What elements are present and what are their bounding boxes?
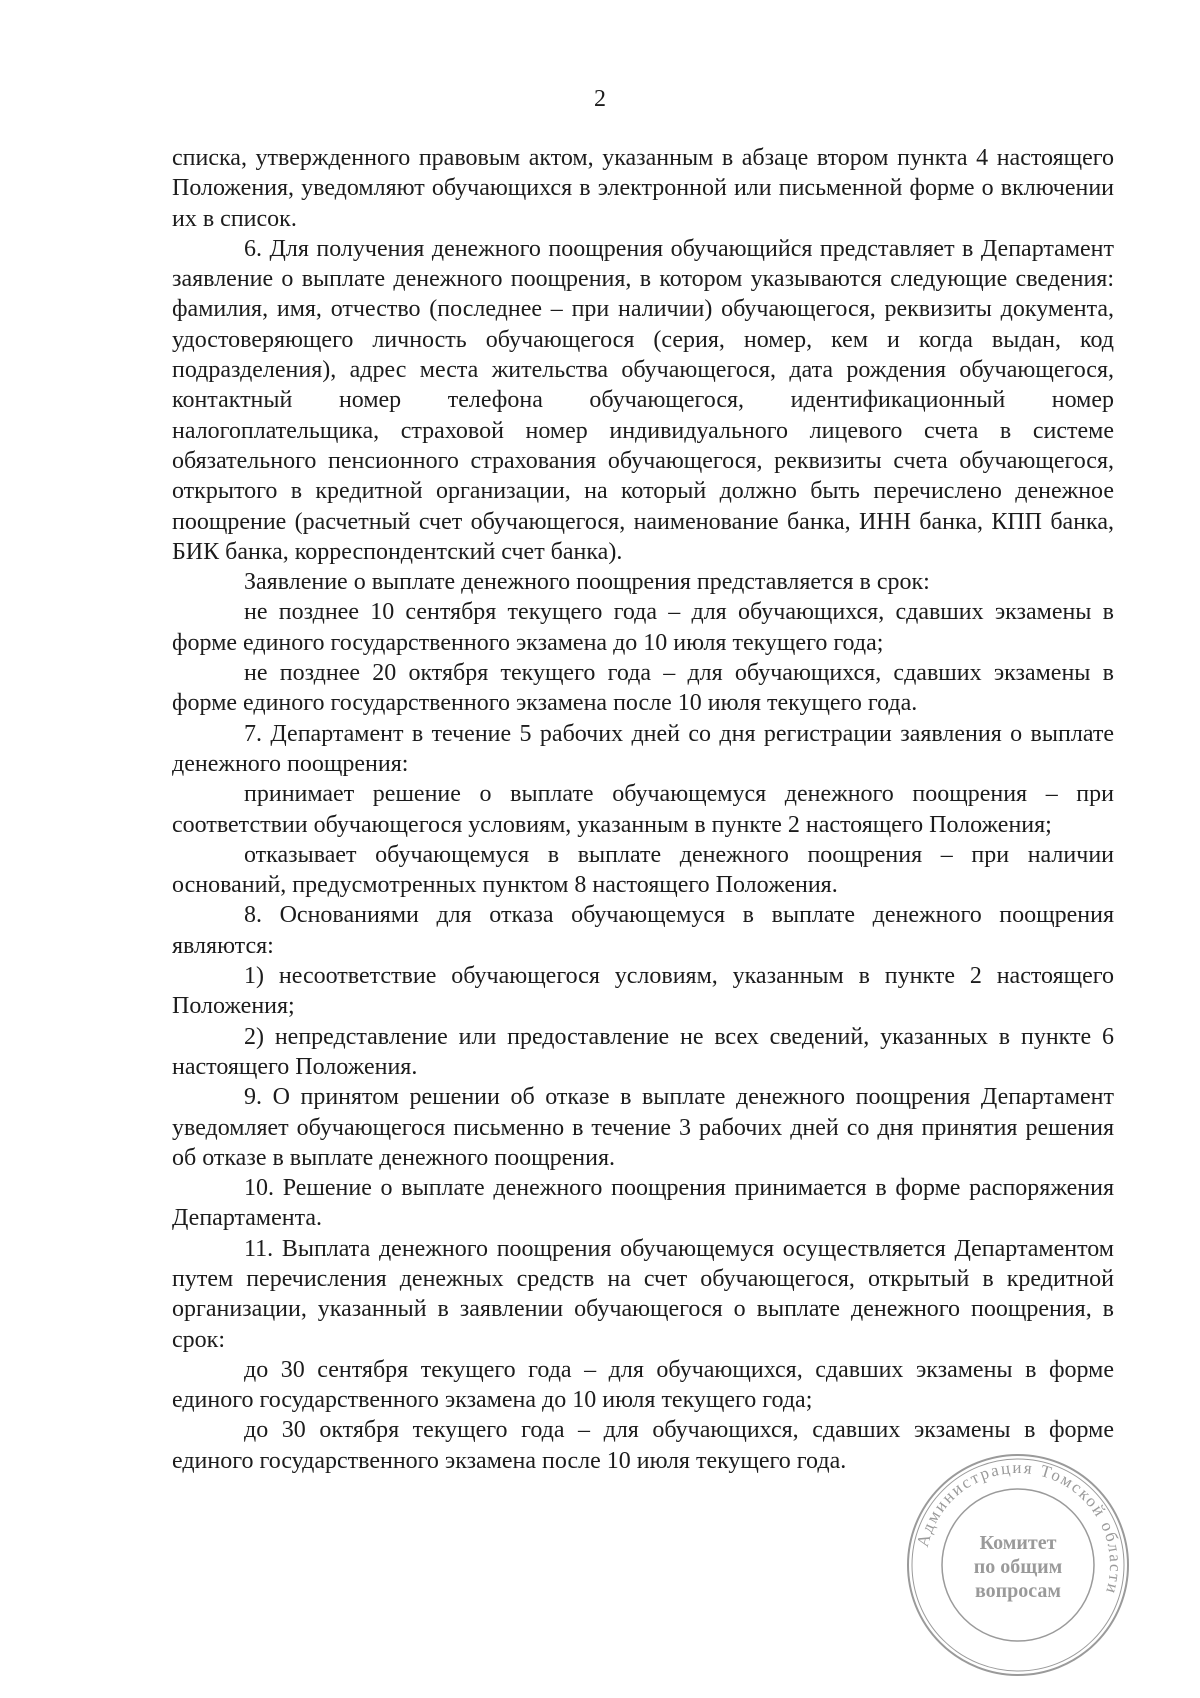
stamp-line-1: Комитет	[979, 1532, 1057, 1554]
stamp-line-2: по общим	[973, 1556, 1063, 1578]
stamp-line-3: вопросам	[974, 1580, 1062, 1602]
paragraph-reason-1: 1) несоответствие обучающегося условиям, указанным в пункте 2 настоящего Положения;	[172, 963, 1114, 1020]
paragraph-reason-2: 2) непредставление или предоставление не всех сведений, указанных в пункте 6 настоящего Положения.	[172, 1023, 1114, 1080]
document-body	[172, 143, 1114, 1476]
page-number: 2	[594, 86, 606, 112]
paragraph-payment-sept-30: до 30 сентября текущего года – для обучающихся, сдавших экзамены в форме единого государственного экзамена до 10 июля текущего года;	[172, 1356, 1114, 1414]
paragraph-decision-accept: принимает решение о выплате обучающемуся денежного поощрения – при соответствии обучающегося условиям, указанным в пункте 2 настоящего Положения;	[172, 781, 1114, 838]
paragraph-payment-oct-30: до 30 октября текущего года – для обучающихся, сдавших экзамены в форме единого государственного экзамена после 10 июля текущего года.	[172, 1417, 1114, 1474]
paragraph-decision-refuse: отказывает обучающемуся в выплате денежного поощрения – при наличии оснований, предусмотренных пунктом 8 настоящего Положения.	[172, 841, 1114, 899]
paragraph-item-7: 7. Департамент в течение 5 рабочих дней со дня регистрации заявления о выплате денежного поощрения:	[172, 720, 1114, 777]
paragraph-continuation: списка, утвержденного правовым актом, указанным в абзаце втором пункта 4 настоящего Положения, уведомляют обучающихся в электронной или письменной форме о включении их в список.	[172, 145, 1114, 232]
paragraph-item-11: 11. Выплата денежного поощрения обучающемуся осуществляется Департаментом путем перечисления денежных средств на счет обучающегося, открытый в кредитной организации, указанный в заявлении обучающегося о выплате денежного поощрения, в срок:	[172, 1235, 1114, 1353]
paragraph-deadline-sept-10: не позднее 10 сентября текущего года – для обучающихся, сдавших экзамены в форме единого государственного экзамена до 10 июля текущего года;	[172, 599, 1114, 656]
stamp-outer-textpath: Администрация Томской области	[912, 1457, 1126, 1598]
paragraph-application-deadline: Заявление о выплате денежного поощрения представляется в срок:	[244, 569, 930, 596]
paragraph-item-8: 8. Основаниями для отказа обучающемуся в выплате денежного поощрения являются:	[172, 902, 1114, 959]
paragraph-item-10: 10. Решение о выплате денежного поощрения принимается в форме распоряжения Департамента.	[172, 1175, 1114, 1232]
official-stamp	[905, 1452, 1131, 1678]
paragraph-deadline-oct-20: не позднее 20 октября текущего года – для обучающихся, сдавших экзамены в форме единого государственного экзамена после 10 июля текущего года.	[172, 660, 1114, 717]
paragraph-item-9: 9. О принятом решении об отказе в выплате денежного поощрения Департамент уведомляет обучающегося письменно в течение 3 рабочих дней со дня принятия решения об отказе в выплате денежного поощрения.	[172, 1084, 1114, 1171]
paragraph-item-6: 6. Для получения денежного поощрения обучающийся представляет в Департамент заявление о выплате денежного поощрения, в котором указываются следующие сведения: фамилия, имя, отчество (последнее – при наличии) обучающегося, реквизиты документа, удостоверяющего личность обучающегося (серия, номер, кем и когда выдан, код подразделения), адрес места жительства обучающегося, дата рождения обучающегося, контактный номер телефона обучающегося, идентификационный номер налогоплательщика, страховой номер индивидуального лицевого счета в системе обязательного пенсионного страхования обучающегося, реквизиты счета обучающегося, открытого в кредитной организации, на который должно быть перечислено денежное поощрение (расчетный счет обучающегося, наименование банка, ИНН банка, КПП банка, БИК банка, корреспондентский счет банка).	[172, 235, 1114, 565]
